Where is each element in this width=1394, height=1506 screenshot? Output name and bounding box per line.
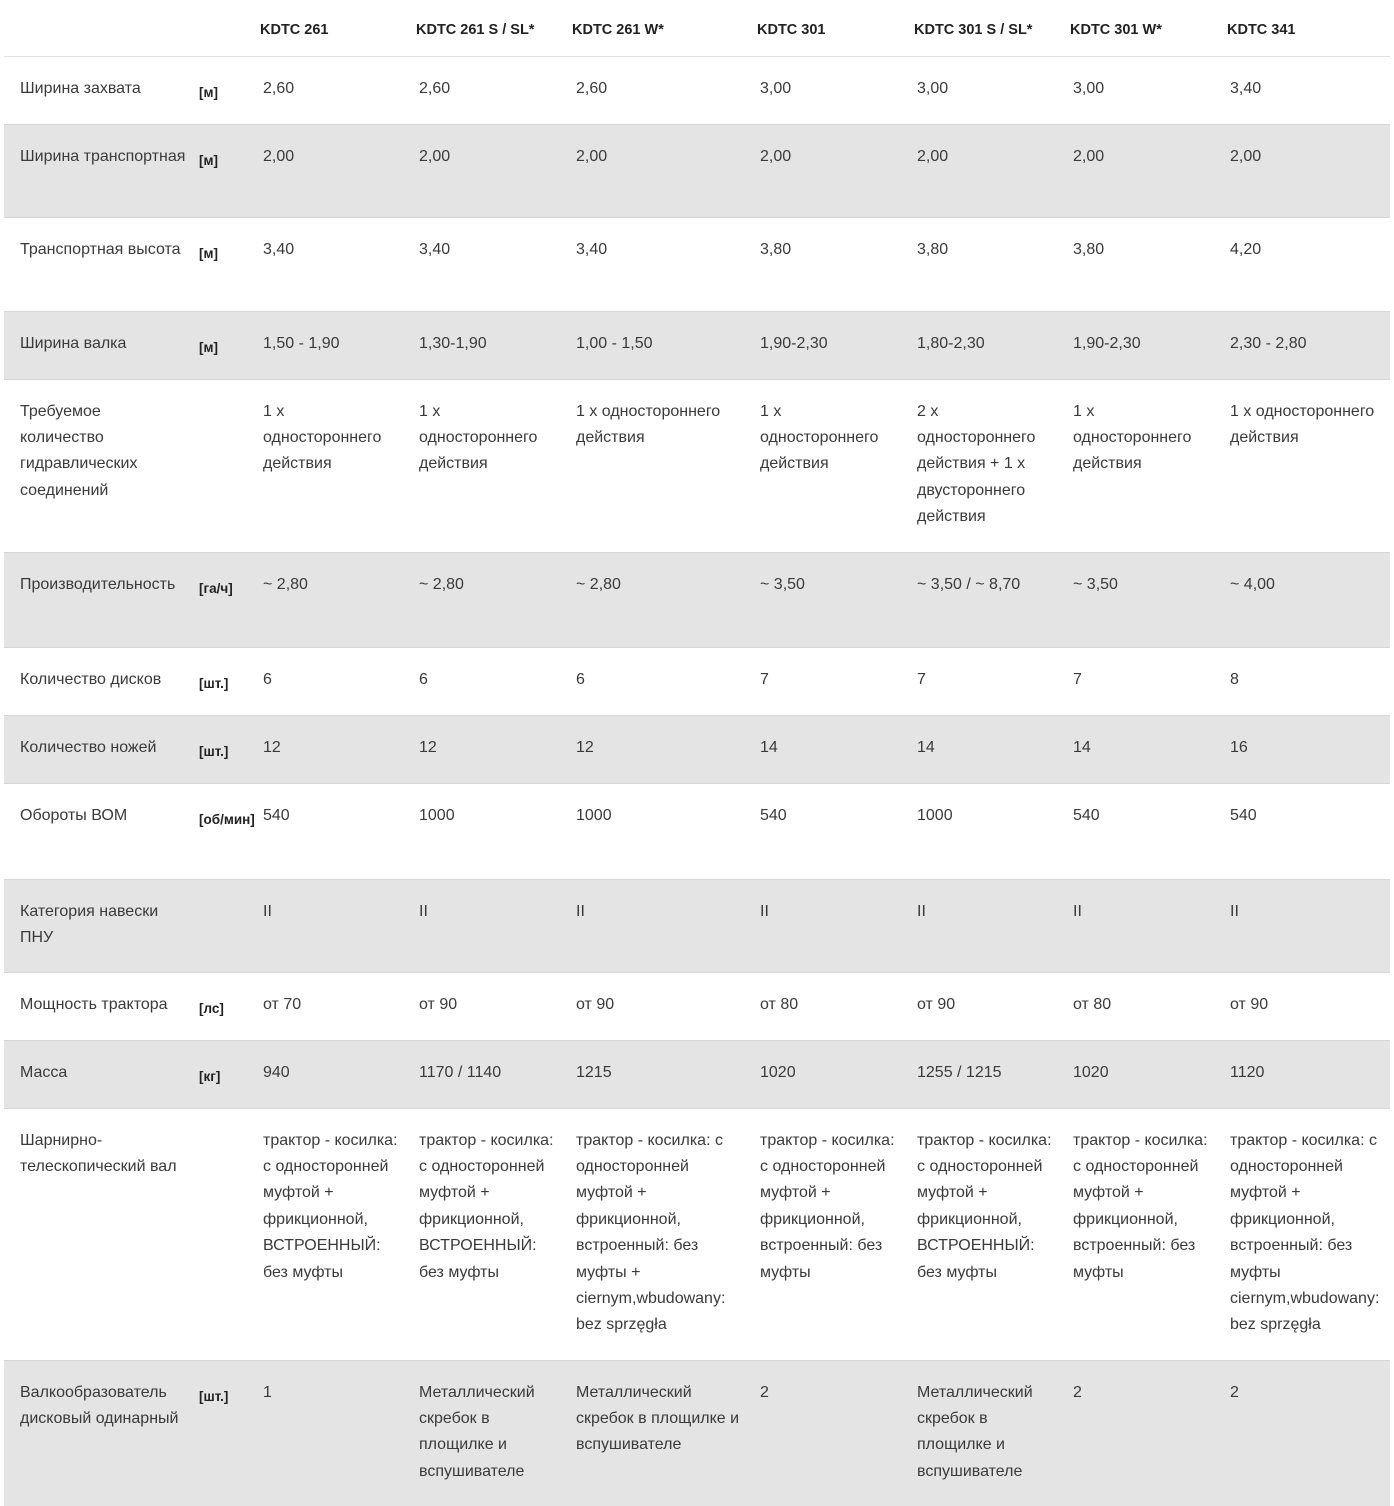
param-unit: [шт.] xyxy=(199,715,263,783)
value-cell: 14 xyxy=(917,715,1073,783)
value-cell: 1170 / 1140 xyxy=(419,1040,576,1108)
value-cell: от 70 xyxy=(263,972,419,1040)
param-name: Производительность xyxy=(4,552,199,647)
value-cell: от 80 xyxy=(760,972,917,1040)
param-name: Валкообразователь дисковый одинарный xyxy=(4,1360,199,1506)
value-cell: 1020 xyxy=(760,1040,917,1108)
spec-table xyxy=(4,0,1390,1506)
param-name: Ширина транспортная xyxy=(4,124,199,217)
param-unit: [кг] xyxy=(199,1040,263,1108)
value-cell: 12 xyxy=(419,715,576,783)
value-cell: ~ 3,50 / ~ 8,70 xyxy=(917,552,1073,647)
value-cell: 3,80 xyxy=(760,217,917,311)
value-cell: 1 x одностороннего действия xyxy=(419,379,576,552)
param-unit: [шт.] xyxy=(199,647,263,715)
spec-row xyxy=(4,217,1390,311)
value-cell: 1,30-1,90 xyxy=(419,311,576,379)
header-param-cell xyxy=(4,0,199,56)
model-header: KDTC 341 xyxy=(1230,0,1390,56)
value-cell: 16 xyxy=(1230,715,1390,783)
param-unit: [м] xyxy=(199,311,263,379)
spec-row xyxy=(4,1360,1390,1506)
spec-row xyxy=(4,783,1390,879)
param-name: Количество дисков xyxy=(4,647,199,715)
spec-row xyxy=(4,972,1390,1040)
value-cell: 2,00 xyxy=(1073,124,1230,217)
value-cell: 14 xyxy=(1073,715,1230,783)
value-cell: 3,40 xyxy=(576,217,760,311)
param-name: Ширина валка xyxy=(4,311,199,379)
value-cell: 540 xyxy=(263,783,419,879)
value-cell: 1 x одностороннего действия xyxy=(1230,379,1390,552)
value-cell: Металлический скребок в площилке и вспушивателе xyxy=(419,1360,576,1506)
value-cell: 7 xyxy=(1073,647,1230,715)
value-cell: 7 xyxy=(760,647,917,715)
value-cell: 2,00 xyxy=(576,124,760,217)
param-name: Мощность трактора xyxy=(4,972,199,1040)
param-unit: [га/ч] xyxy=(199,552,263,647)
value-cell: от 90 xyxy=(576,972,760,1040)
spec-row xyxy=(4,1040,1390,1108)
value-cell: 1 x одностороннего действия xyxy=(263,379,419,552)
param-unit xyxy=(199,379,263,552)
spec-table-container xyxy=(4,0,1390,1506)
value-cell: 6 xyxy=(419,647,576,715)
value-cell: 12 xyxy=(576,715,760,783)
value-cell: II xyxy=(263,879,419,972)
value-cell: ~ 3,50 xyxy=(760,552,917,647)
value-cell: 3,00 xyxy=(760,56,917,124)
value-cell: II xyxy=(917,879,1073,972)
param-name: Количество ножей xyxy=(4,715,199,783)
value-cell: 1255 / 1215 xyxy=(917,1040,1073,1108)
value-cell: 940 xyxy=(263,1040,419,1108)
value-cell: трактор - косилка: с односторонней муфтой + фрикционной, встроенный: без муфты + ciernym,wbudowany: bez sprzęgła xyxy=(576,1108,760,1360)
value-cell: от 90 xyxy=(419,972,576,1040)
value-cell: 2,00 xyxy=(760,124,917,217)
value-cell: 8 xyxy=(1230,647,1390,715)
value-cell: ~ 2,80 xyxy=(576,552,760,647)
value-cell: 2,00 xyxy=(419,124,576,217)
spec-row xyxy=(4,647,1390,715)
param-name: Обороты ВОМ xyxy=(4,783,199,879)
value-cell: 2 xyxy=(1230,1360,1390,1506)
value-cell: 1,50 - 1,90 xyxy=(263,311,419,379)
value-cell: 2 x одностороннего действия + 1 x двустороннего действия xyxy=(917,379,1073,552)
value-cell: от 90 xyxy=(917,972,1073,1040)
value-cell: трактор - косилка: с односторонней муфтой + фрикционной, ВСТРОЕННЫЙ: без муфты xyxy=(419,1108,576,1360)
param-name: Категория навески ПНУ xyxy=(4,879,199,972)
value-cell: 1 xyxy=(263,1360,419,1506)
param-unit: [лс] xyxy=(199,972,263,1040)
value-cell: 540 xyxy=(1230,783,1390,879)
value-cell: 6 xyxy=(263,647,419,715)
param-name: Шарнирно-телескопический вал xyxy=(4,1108,199,1360)
spec-row xyxy=(4,311,1390,379)
value-cell: Металлический скребок в площилке и вспушивателе xyxy=(917,1360,1073,1506)
value-cell: ~ 3,50 xyxy=(1073,552,1230,647)
value-cell: 1,80-2,30 xyxy=(917,311,1073,379)
param-name: Требуемое количество гидравлических соединений xyxy=(4,379,199,552)
value-cell: 1 x одностороннего действия xyxy=(760,379,917,552)
param-unit: [шт.] xyxy=(199,1360,263,1506)
spec-row xyxy=(4,552,1390,647)
value-cell: 3,40 xyxy=(419,217,576,311)
value-cell: 2,00 xyxy=(917,124,1073,217)
value-cell: ~ 2,80 xyxy=(419,552,576,647)
value-cell: 1215 xyxy=(576,1040,760,1108)
model-header: KDTC 301 S / SL* xyxy=(917,0,1073,56)
value-cell: ~ 4,00 xyxy=(1230,552,1390,647)
value-cell: II xyxy=(1073,879,1230,972)
param-unit: [об/мин] xyxy=(199,783,263,879)
value-cell: 1000 xyxy=(917,783,1073,879)
value-cell: Металлический скребок в площилке и вспушивателе xyxy=(576,1360,760,1506)
spec-row xyxy=(4,56,1390,124)
value-cell: трактор - косилка: с односторонней муфтой + фрикционной, ВСТРОЕННЫЙ: без муфты xyxy=(917,1108,1073,1360)
value-cell: 3,40 xyxy=(263,217,419,311)
value-cell: трактор - косилка: с односторонней муфтой + фрикционной, встроенный: без муфты xyxy=(1073,1108,1230,1360)
value-cell: 3,80 xyxy=(917,217,1073,311)
value-cell: 3,00 xyxy=(1073,56,1230,124)
value-cell: II xyxy=(760,879,917,972)
value-cell: трактор - косилка: с односторонней муфтой + фрикционной, ВСТРОЕННЫЙ: без муфты xyxy=(263,1108,419,1360)
value-cell: 1,90-2,30 xyxy=(1073,311,1230,379)
header-unit-cell xyxy=(199,0,263,56)
model-header: KDTC 301 xyxy=(760,0,917,56)
value-cell: II xyxy=(419,879,576,972)
model-header: KDTC 261 xyxy=(263,0,419,56)
value-cell: 1000 xyxy=(576,783,760,879)
value-cell: 2,60 xyxy=(576,56,760,124)
value-cell: 2,00 xyxy=(263,124,419,217)
value-cell: 12 xyxy=(263,715,419,783)
value-cell: 2,00 xyxy=(1230,124,1390,217)
value-cell: 2,60 xyxy=(419,56,576,124)
value-cell: 2,30 - 2,80 xyxy=(1230,311,1390,379)
header-row xyxy=(4,0,1390,56)
spec-row xyxy=(4,879,1390,972)
value-cell: трактор - косилка: с односторонней муфтой + фрикционной, встроенный: без муфты xyxy=(760,1108,917,1360)
value-cell: 1120 xyxy=(1230,1040,1390,1108)
value-cell: трактор - косилка: с односторонней муфтой + фрикционной, встроенный: без муфты ciernym,wbudowany: bez sprzęgła xyxy=(1230,1108,1390,1360)
value-cell: от 80 xyxy=(1073,972,1230,1040)
param-name: Масса xyxy=(4,1040,199,1108)
value-cell: 6 xyxy=(576,647,760,715)
model-header: KDTC 261 S / SL* xyxy=(419,0,576,56)
value-cell: 4,20 xyxy=(1230,217,1390,311)
value-cell: 2,60 xyxy=(263,56,419,124)
value-cell: 540 xyxy=(760,783,917,879)
value-cell: 3,80 xyxy=(1073,217,1230,311)
param-unit: [м] xyxy=(199,56,263,124)
param-name: Ширина захвата xyxy=(4,56,199,124)
spec-row xyxy=(4,124,1390,217)
value-cell: 7 xyxy=(917,647,1073,715)
value-cell: ~ 2,80 xyxy=(263,552,419,647)
value-cell: 1,00 - 1,50 xyxy=(576,311,760,379)
value-cell: 2 xyxy=(1073,1360,1230,1506)
value-cell: 1 x одностороннего действия xyxy=(576,379,760,552)
value-cell: от 90 xyxy=(1230,972,1390,1040)
model-header: KDTC 301 W* xyxy=(1073,0,1230,56)
value-cell: 540 xyxy=(1073,783,1230,879)
model-header: KDTC 261 W* xyxy=(576,0,760,56)
value-cell: 1,90-2,30 xyxy=(760,311,917,379)
value-cell: 3,00 xyxy=(917,56,1073,124)
value-cell: 14 xyxy=(760,715,917,783)
spec-row xyxy=(4,379,1390,552)
value-cell: II xyxy=(576,879,760,972)
value-cell: 1 x одностороннего действия xyxy=(1073,379,1230,552)
value-cell: 2 xyxy=(760,1360,917,1506)
value-cell: 1000 xyxy=(419,783,576,879)
param-unit: [м] xyxy=(199,124,263,217)
spec-row xyxy=(4,1108,1390,1360)
spec-row xyxy=(4,715,1390,783)
value-cell: II xyxy=(1230,879,1390,972)
value-cell: 1020 xyxy=(1073,1040,1230,1108)
param-unit: [м] xyxy=(199,217,263,311)
param-unit xyxy=(199,879,263,972)
param-unit xyxy=(199,1108,263,1360)
value-cell: 3,40 xyxy=(1230,56,1390,124)
param-name: Транспортная высота xyxy=(4,217,199,311)
